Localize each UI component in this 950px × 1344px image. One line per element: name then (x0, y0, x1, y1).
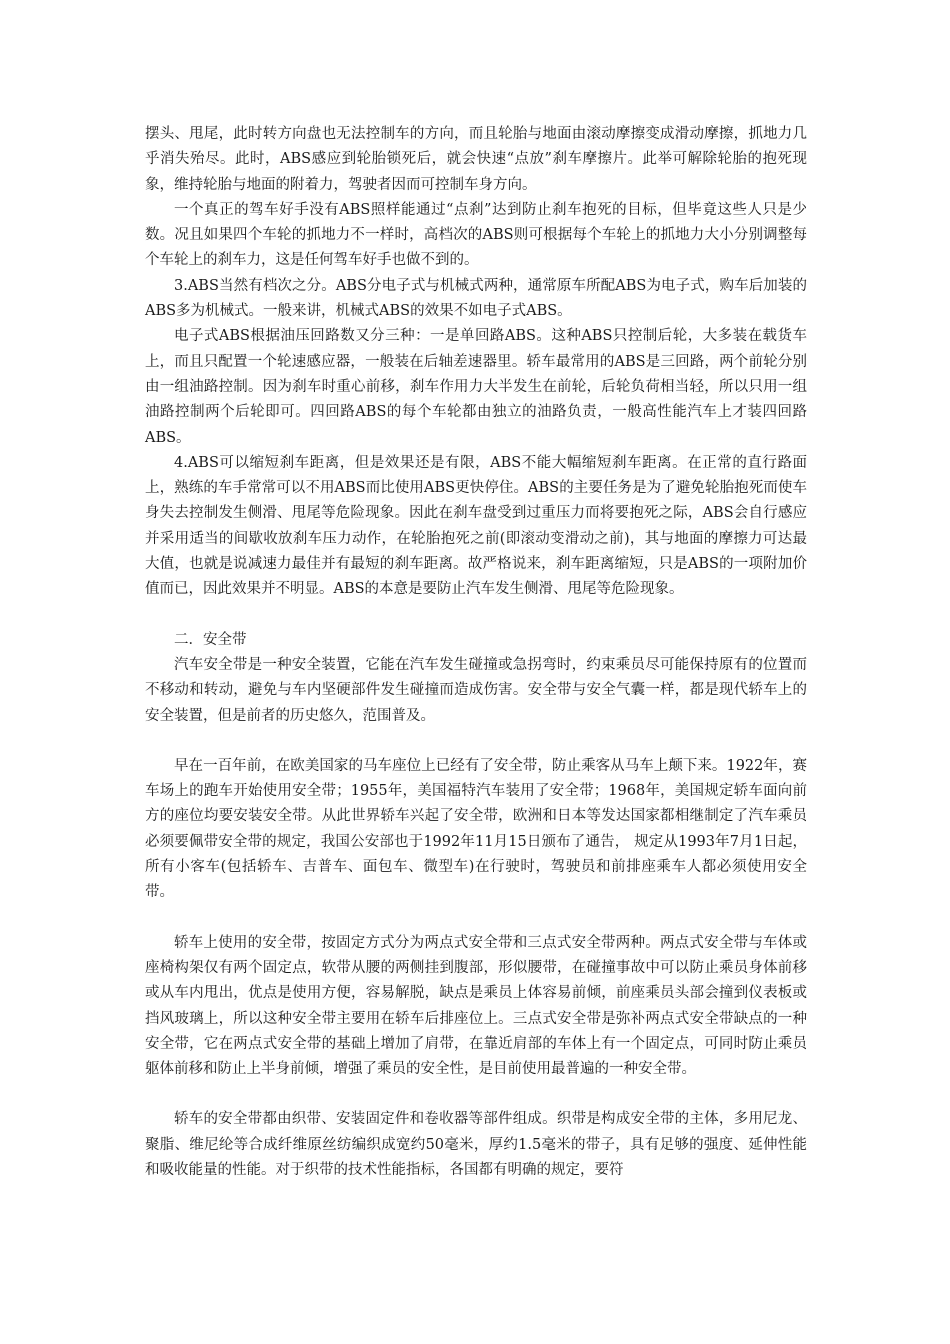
blank-line (145, 1082, 807, 1107)
paragraph: 4.ABS可以缩短刹车距离，但是效果还是有限，ABS不能大幅缩短刹车距离。在正常的直行路面上，熟练的车手常常可以不用ABS而比使用ABS更快停住。ABS的主要任务是为了避免轮胎抱死而使车身失去控制发生侧滑、甩尾等危险现象。因此在刹车盘受到过重压力而将要抱死之际，ABS会自行感应并采用适当的间歇收放刹车压力动作，在轮胎抱死之前(即滚动变滑动之前)，其与地面的摩擦力可达最大值，也就是说减速力最佳并有最短的刹车距离。故严格说来，刹车距离缩短，只是ABS的一项附加价值而已，因此效果并不明显。ABS的本意是要防止汽车发生侧滑、甩尾等危险现象。 (145, 454, 807, 598)
blank-line (145, 729, 807, 754)
section-heading: 二．安全带 (174, 631, 247, 648)
paragraph: 一个真正的驾车好手没有ABS照样能通过“点刹”达到防止刹车抱死的目标，但毕竟这些人只是少数。况且如果四个车轮的抓地力不一样时，高档次的ABS则可根据每个车轮上的抓地力大小分别调整每个车轮上的刹车力，这是任何驾车好手也做不到的。 (145, 201, 807, 269)
paragraph: 电子式ABS根据油压回路数又分三种：一是单回路ABS。这种ABS只控制后轮，大多装在载货车上，而且只配置一个轮速感应器，一般装在后轴差速器里。轿车最常用的ABS是三回路，两个前轮分别由一组油路控制。因为刹车时重心前移，刹车作用力大半发生在前轮，后轮负荷相当轻，所以只用一组油路控制两个后轮即可。四回路ABS的每个车轮都由独立的油路负责，一般高性能汽车上才装四回路ABS。 (145, 328, 807, 446)
paragraph: 摆头、甩尾，此时转方向盘也无法控制车的方向，而且轮胎与地面由滚动摩擦变成滑动摩擦，抓地力几乎消失殆尽。此时，ABS感应到轮胎锁死后，就会快速“点放”刹车摩擦片。此举可解除轮胎的抱死现象，维持轮胎与地面的附着力，驾驶者因而可控制车身方向。 (145, 126, 807, 193)
document-page (145, 122, 807, 1183)
paragraph: 轿车的安全带都由织带、安装固定件和卷收器等部件组成。织带是构成安全带的主体，多用尼龙、聚脂、维尼纶等合成纤维原丝纺编织成宽约50毫米，厚约1.5毫米的带子，具有足够的强度、延伸性能和吸收能量的性能。对于织带的技术性能指标，各国都有明确的规定，要符 (145, 1111, 807, 1178)
paragraph: 轿车上使用的安全带，按固定方式分为两点式安全带和三点式安全带两种。两点式安全带与车体或座椅构架仅有两个固定点，软带从腰的两侧挂到腹部，形似腰带，在碰撞事故中可以防止乘员身体前移或从车内甩出，优点是使用方便，容易解脱，缺点是乘员上体容易前倾，前座乘员头部会撞到仪表板或挡风玻璃上，所以这种安全带主要用在轿车后排座位上。三点式安全带是弥补两点式安全带缺点的一种安全带，它在两点式安全带的基础上增加了肩带，在靠近肩部的车体上有一个固定点，可同时防止乘员躯体前移和防止上半身前倾，增强了乘员的安全性，是目前使用最普遍的一种安全带。 (145, 934, 807, 1078)
blank-line (145, 603, 807, 628)
blank-line (145, 906, 807, 931)
paragraph: 早在一百年前，在欧美国家的马车座位上已经有了安全带，防止乘客从马车上颠下来。1922年，赛车场上的跑车开始使用安全带；1955年，美国福特汽车装用了安全带；1968年，美国规定轿车面向前方的座位均要安装安全带。从此世界轿车兴起了安全带，欧洲和日本等发达国家都相继制定了汽车乘员必须要佩带安全带的规定，我国公安部也于1992年11月15日颁布了通告， 规定从1993年7月1日起，所有小客车(包括轿车、吉普车、面包车、微型车)在行驶时，驾驶员和前排座乘车人都必须使用安全带。 (145, 757, 807, 901)
paragraph: 汽车安全带是一种安全装置，它能在汽车发生碰撞或急拐弯时，约束乘员尽可能保持原有的位置而不移动和转动，避免与车内坚硬部件发生碰撞而造成伤害。安全带与安全气囊一样，都是现代轿车上的安全装置，但是前者的历史悠久，范围普及。 (145, 656, 807, 724)
paragraph: 3.ABS当然有档次之分。ABS分电子式与机械式两种，通常原车所配ABS为电子式，购车后加装的ABS多为机械式。一般来讲，机械式ABS的效果不如电子式ABS。 (145, 277, 807, 320)
